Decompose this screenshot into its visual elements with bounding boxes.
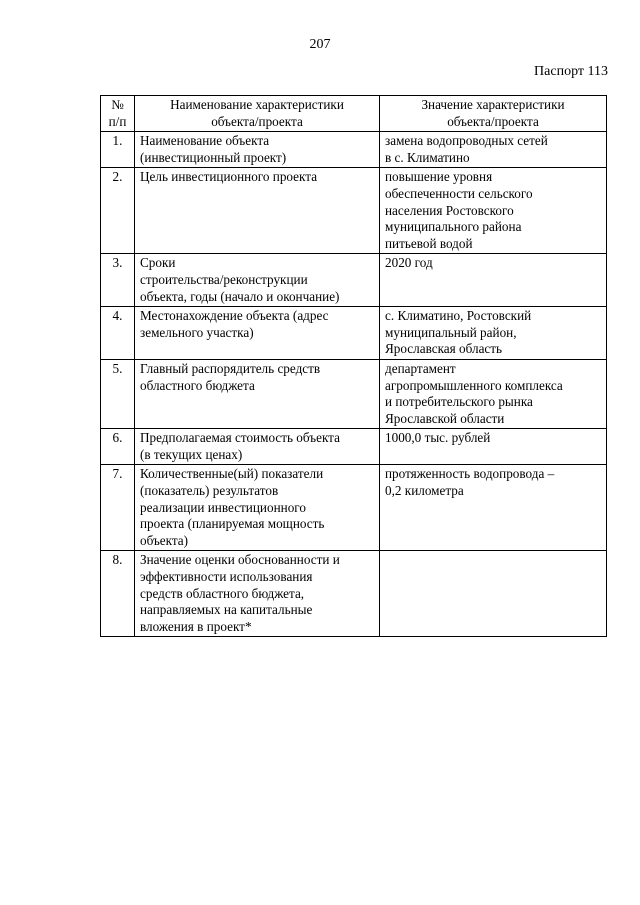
row-number: 4. bbox=[101, 307, 135, 360]
characteristic-value: с. Климатино, Ростовский муниципальный район, Ярославская область bbox=[380, 307, 607, 360]
table-row bbox=[101, 168, 607, 254]
header-characteristic-name bbox=[135, 96, 380, 132]
characteristic-value: 1000,0 тыс. рублей bbox=[380, 429, 607, 465]
characteristic-name: Сроки строительства/реконструкции объекта, годы (начало и окончание) bbox=[135, 254, 380, 307]
row-number: 6. bbox=[101, 429, 135, 465]
row-number: 5. bbox=[101, 359, 135, 428]
table-row bbox=[101, 429, 607, 465]
header-name-line-2: объекта/проекта bbox=[211, 113, 303, 129]
table-row bbox=[101, 307, 607, 360]
row-number: 2. bbox=[101, 168, 135, 254]
characteristic-name: Местонахождение объекта (адрес земельного участка) bbox=[135, 307, 380, 360]
row-number: 7. bbox=[101, 465, 135, 551]
page-number: 207 bbox=[309, 37, 331, 52]
header-characteristic-value bbox=[380, 96, 607, 132]
table-row bbox=[101, 254, 607, 307]
characteristic-name: Предполагаемая стоимость объекта (в текущих ценах) bbox=[135, 429, 380, 465]
characteristic-value: протяженность водопровода – 0,2 километра bbox=[380, 465, 607, 551]
header-number-line-2: п/п bbox=[108, 113, 127, 129]
characteristic-name: Значение оценки обоснованности и эффективности использования средств областного бюджета, направляемых на капитальные вложения в проект* bbox=[135, 551, 380, 637]
table-header-row bbox=[101, 96, 607, 132]
characteristic-name: Цель инвестиционного проекта bbox=[135, 168, 380, 254]
header-name-line-1: Наименование характеристики bbox=[170, 97, 344, 112]
characteristic-value: 2020 год bbox=[380, 254, 607, 307]
header-value-line-1: Значение характеристики bbox=[421, 97, 565, 112]
passport-table bbox=[100, 95, 607, 637]
table-row bbox=[101, 551, 607, 637]
characteristic-value: замена водопроводных сетей в с. Климатино bbox=[380, 132, 607, 168]
header-number bbox=[101, 96, 135, 132]
characteristic-value: департамент агропромышленного комплекса и потребительского рынка Ярославской области bbox=[380, 359, 607, 428]
table-row bbox=[101, 465, 607, 551]
header-value-line-2: объекта/проекта bbox=[447, 113, 539, 129]
characteristic-value: повышение уровня обеспеченности сельского населения Ростовского муниципального района питьевой водой bbox=[380, 168, 607, 254]
table-row bbox=[101, 359, 607, 428]
characteristic-name: Наименование объекта (инвестиционный проект) bbox=[135, 132, 380, 168]
characteristic-name: Количественные(ый) показатели (показатель) результатов реализации инвестиционного проекта (планируемая мощность объекта) bbox=[135, 465, 380, 551]
row-number: 3. bbox=[101, 254, 135, 307]
row-number: 8. bbox=[101, 551, 135, 637]
characteristic-name: Главный распорядитель средств областного бюджета bbox=[135, 359, 380, 428]
passport-label: Паспорт 113 bbox=[534, 64, 608, 79]
header-number-line-1: № bbox=[111, 97, 124, 112]
table-row bbox=[101, 132, 607, 168]
characteristic-value bbox=[380, 551, 607, 637]
row-number: 1. bbox=[101, 132, 135, 168]
